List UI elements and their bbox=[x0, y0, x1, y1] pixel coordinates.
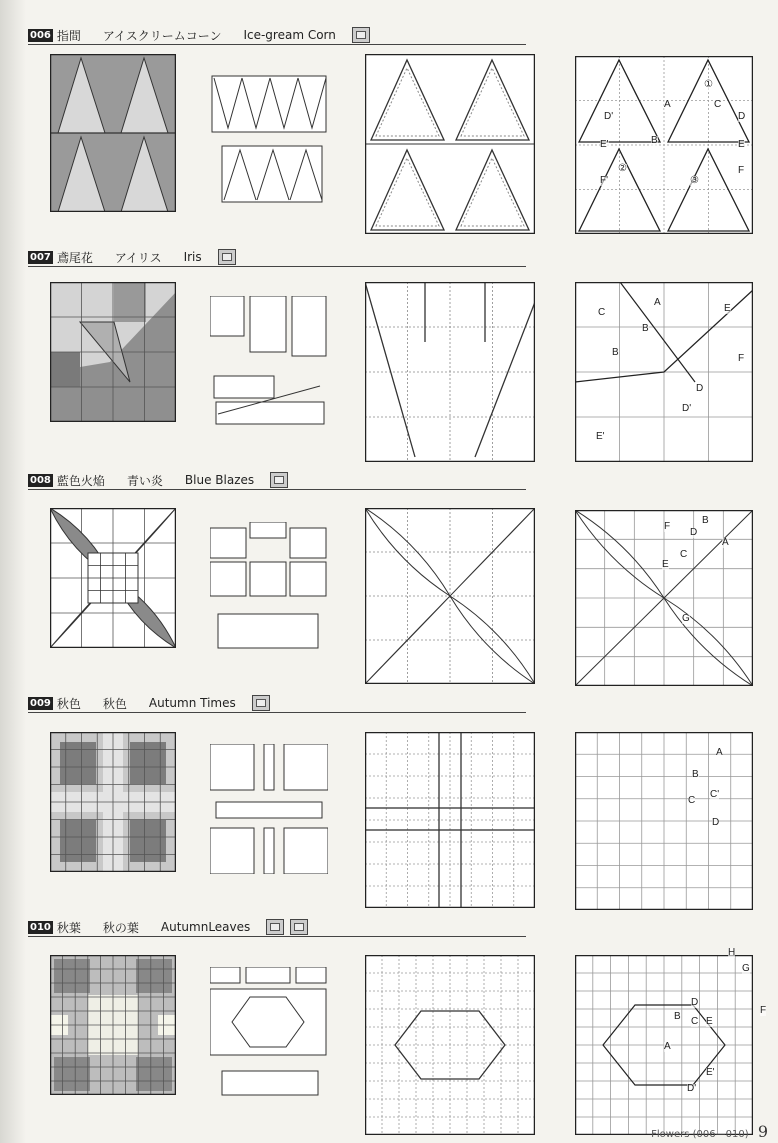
block-009-pattern-diagram bbox=[365, 732, 535, 908]
header-rule bbox=[28, 489, 526, 490]
block-007-pattern-diagram bbox=[365, 282, 535, 462]
tag-icon bbox=[218, 249, 236, 265]
block-009-layout-diagram bbox=[575, 732, 753, 910]
block-010-pattern-diagram bbox=[365, 955, 535, 1135]
block-name-english: Autumn Times bbox=[148, 696, 236, 710]
footer-caption: Flowers (006—010) bbox=[651, 1129, 749, 1140]
diagram-label: B bbox=[674, 1011, 681, 1022]
diagram-label: F bbox=[760, 1005, 767, 1016]
section-header bbox=[28, 26, 370, 44]
block-number: 008 bbox=[30, 474, 51, 486]
diagram-label: E bbox=[662, 559, 669, 570]
block-008-center-grid bbox=[88, 553, 138, 603]
block-010-piece-diagram bbox=[210, 967, 328, 1097]
header-rule bbox=[28, 44, 526, 45]
diagram-label: F bbox=[664, 521, 671, 532]
block-006-piece-diagram bbox=[210, 74, 328, 204]
block-name-japanese: 秋の葉 bbox=[102, 920, 139, 935]
diagram-label: C bbox=[691, 1016, 699, 1027]
diagram-label: C' bbox=[710, 789, 720, 800]
block-006-pattern-diagram bbox=[365, 54, 535, 234]
header-rule bbox=[28, 266, 526, 267]
block-name-english: Ice-gream Corn bbox=[243, 28, 336, 42]
header-rule bbox=[28, 712, 526, 713]
page-footer bbox=[651, 1122, 768, 1141]
block-number: 007 bbox=[30, 251, 51, 263]
block-007-piece-diagram bbox=[210, 296, 328, 426]
diagram-label: D' bbox=[604, 111, 614, 122]
diagram-label: H bbox=[728, 947, 736, 958]
diagram-label: A bbox=[654, 297, 661, 308]
diagram-label: E' bbox=[600, 139, 609, 150]
tag-icon bbox=[252, 695, 270, 711]
diagram-label: D bbox=[691, 997, 699, 1008]
diagram-label: G bbox=[682, 613, 690, 624]
section-header bbox=[28, 248, 236, 266]
diagram-label: C bbox=[714, 99, 722, 110]
block-name-japanese: 秋色 bbox=[102, 696, 127, 711]
diagram-label: B bbox=[651, 135, 658, 146]
block-008-pattern-diagram bbox=[365, 508, 535, 684]
block-name-english: AutumnLeaves bbox=[160, 920, 251, 934]
diagram-label: G bbox=[742, 963, 750, 974]
tag-icon bbox=[266, 919, 284, 935]
block-number: 009 bbox=[30, 697, 51, 709]
tag-icon bbox=[290, 919, 308, 935]
block-009-color-diagram bbox=[50, 732, 176, 872]
block-009-piece-diagram bbox=[210, 744, 328, 874]
diagram-label: F' bbox=[600, 175, 609, 186]
block-number: 010 bbox=[30, 921, 51, 933]
diagram-label: C bbox=[680, 549, 688, 560]
diagram-label: D' bbox=[687, 1083, 697, 1094]
block-name-english: Blue Blazes bbox=[184, 473, 255, 487]
diagram-label: E bbox=[706, 1016, 713, 1027]
block-name-kanji: 鳶尾花 bbox=[56, 250, 93, 265]
diagram-label: A bbox=[716, 747, 723, 758]
diagram-label: ① bbox=[704, 79, 713, 90]
diagram-label: B bbox=[642, 323, 649, 334]
block-name-japanese: アイリス bbox=[114, 250, 162, 265]
diagram-label: D bbox=[696, 383, 704, 394]
diagram-label: B bbox=[702, 515, 709, 526]
block-name-kanji: 指間 bbox=[56, 28, 81, 43]
block-name-japanese: 青い炎 bbox=[126, 473, 163, 488]
diagram-label: D bbox=[712, 817, 720, 828]
diagram-label: F bbox=[738, 353, 745, 364]
diagram-label: A bbox=[722, 537, 729, 548]
block-name-kanji: 秋葉 bbox=[56, 920, 81, 935]
diagram-label: E' bbox=[596, 431, 605, 442]
diagram-label: D' bbox=[682, 403, 692, 414]
block-010-color-diagram bbox=[50, 955, 176, 1095]
tag-icon bbox=[270, 472, 288, 488]
diagram-label: E bbox=[738, 139, 745, 150]
block-name-english: Iris bbox=[183, 250, 202, 264]
diagram-label: C bbox=[688, 795, 696, 806]
diagram-label: E bbox=[724, 303, 731, 314]
diagram-label: C bbox=[598, 307, 606, 318]
section-header bbox=[28, 918, 308, 936]
page-gutter-shadow bbox=[0, 0, 26, 1143]
diagram-label: A bbox=[664, 99, 671, 110]
block-name-japanese: アイスクリームコーン bbox=[102, 28, 222, 43]
diagram-label: D bbox=[738, 111, 746, 122]
diagram-label: A bbox=[664, 1041, 671, 1052]
page-number: 9 bbox=[757, 1122, 768, 1141]
diagram-label: B bbox=[612, 347, 619, 358]
tag-icon bbox=[352, 27, 370, 43]
block-007-color-diagram bbox=[50, 282, 176, 422]
block-008-piece-diagram bbox=[210, 522, 328, 650]
diagram-label: F bbox=[738, 165, 745, 176]
block-name-kanji: 藍色火焔 bbox=[56, 473, 105, 488]
block-number: 006 bbox=[30, 29, 51, 41]
block-006-color-diagram bbox=[50, 54, 176, 212]
diagram-label: ③ bbox=[690, 175, 699, 186]
diagram-label: ② bbox=[618, 163, 627, 174]
diagram-label: B bbox=[692, 769, 699, 780]
block-name-kanji: 秋色 bbox=[56, 696, 81, 711]
diagram-label: D bbox=[690, 527, 698, 538]
diagram-label: E' bbox=[706, 1067, 715, 1078]
section-header bbox=[28, 471, 288, 489]
section-header bbox=[28, 694, 270, 712]
header-rule bbox=[28, 936, 526, 937]
